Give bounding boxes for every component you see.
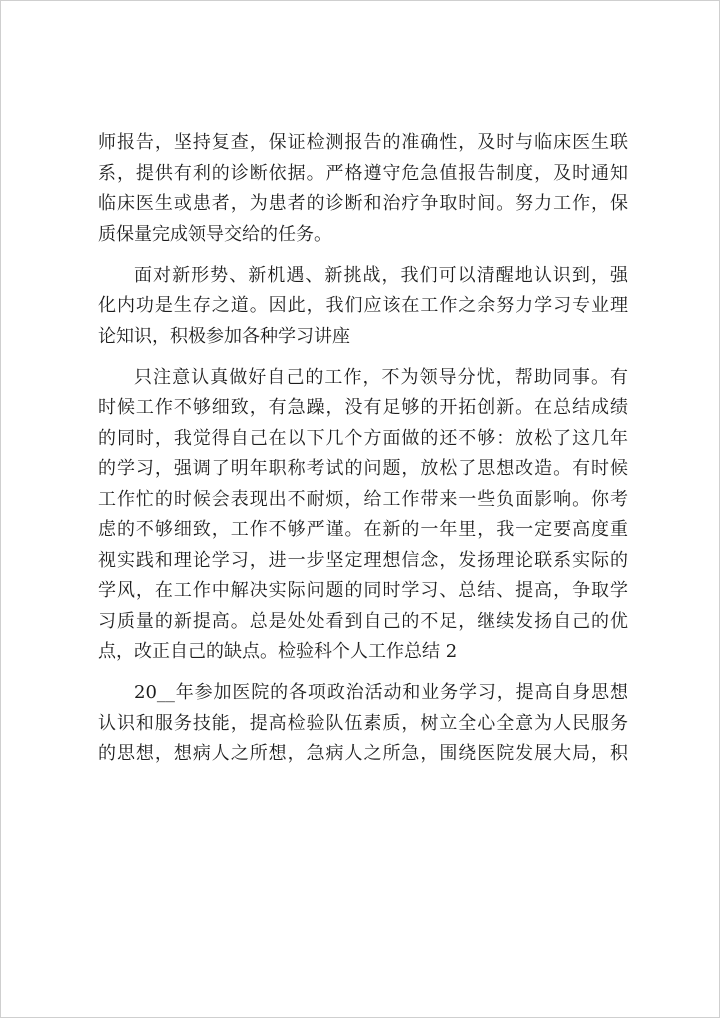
text-line: 习质量的新提高。总是处处看到自己的不足，继续发扬自己的优 bbox=[98, 610, 628, 632]
text-line: 虑的不够细致，工作不够严谨。在新的一年里，我一定要高度重 bbox=[98, 519, 628, 540]
text-line: 质保量完成领导交给的任务。 bbox=[98, 223, 332, 245]
text-line: 化内功是生存之道。因此，我们应该在工作之余努力学习专业理 bbox=[98, 295, 628, 316]
paragraph-3 bbox=[98, 363, 628, 668]
text-line: 临床医生或患者，为患者的诊断和治疗争取时间。努力工作，保 bbox=[98, 193, 628, 214]
text-line: 系，提供有利的诊断依据。严格遵守危急值报告制度，及时通知 bbox=[98, 162, 628, 184]
paragraph-2 bbox=[98, 261, 628, 353]
text-line: 20__年参加医院的各项政治活动和业务学习，提高自身思想 bbox=[134, 682, 628, 703]
text-line: 的同时，我觉得自己在以下几个方面做的还不够：放松了这几年 bbox=[98, 427, 628, 449]
text-line: 点，改正自己的缺点。检验科个人工作总结 2 bbox=[98, 641, 458, 662]
text-line: 面对新形势、新机遇、新挑战，我们可以清醒地认识到，强 bbox=[134, 264, 628, 286]
text-line: 论知识，积极参加各种学习讲座 bbox=[98, 325, 350, 347]
text-line: 的学习，强调了明年职称考试的问题，放松了思想改造。有时候 bbox=[98, 458, 628, 479]
paragraph-1 bbox=[98, 128, 628, 250]
text-line: 视实践和理论学习，进一步坚定理想信念，发扬理论联系实际的 bbox=[98, 549, 628, 571]
text-line: 工作忙的时候会表现出不耐烦，给工作带来一些负面影响。你考 bbox=[98, 488, 628, 510]
text-line: 师报告，坚持复查，保证检测报告的准确性，及时与临床医生联 bbox=[98, 132, 628, 153]
text-line: 的思想，想病人之所想，急病人之所急，围绕医院发展大局，积 bbox=[98, 743, 628, 764]
text-line: 认识和服务技能，提高检验队伍素质，树立全心全意为人民服务 bbox=[98, 712, 628, 734]
text-line: 只注意认真做好自己的工作，不为领导分忧，帮助同事。有 bbox=[134, 366, 628, 388]
text-line: 学风，在工作中解决实际问题的同时学习、总结、提高，争取学 bbox=[98, 580, 628, 601]
document-body bbox=[98, 128, 628, 780]
paragraph-4 bbox=[98, 678, 628, 770]
text-line: 时候工作不够细致，有急躁，没有足够的开拓创新。在总结成绩 bbox=[98, 397, 628, 418]
